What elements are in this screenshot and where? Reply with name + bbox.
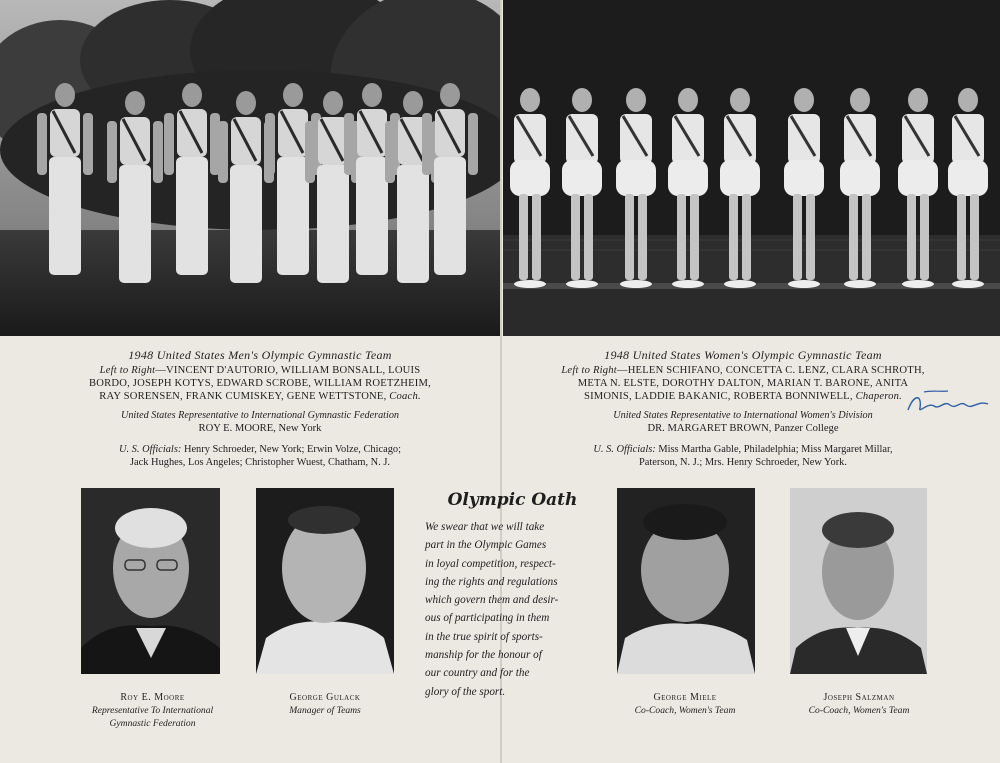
blue-ink-signature (904, 388, 994, 418)
mens-team-title: 1948 United States Men's Olympic Gymnastic Team (128, 348, 392, 362)
oath-line: part in the Olympic Games (425, 539, 547, 552)
portrait-joseph-salzman (790, 488, 927, 674)
womens-officials-line2: Paterson, N. J.; Mrs. Henry Schroeder, New York. (639, 457, 847, 468)
caption-george-miele (600, 691, 770, 717)
caption-roy-moore (60, 691, 245, 730)
olympic-oath (425, 490, 590, 701)
mens-list-coach: Coach. (389, 391, 421, 402)
oath-line: ous of participating in them (425, 612, 550, 625)
womens-officials-label: U. S. Officials: (593, 444, 656, 455)
mens-team-roster (65, 364, 455, 403)
womens-rep-name: DR. MARGARET BROWN, Panzer College (647, 423, 839, 434)
portrait-name: Roy E. Moore (120, 692, 185, 703)
womens-rep-title: United States Representative to International Women's Division (613, 410, 873, 421)
womens-list-chaperon: Chaperon. (855, 391, 902, 402)
portrait-george-miele (617, 488, 755, 674)
caption-george-gulack (240, 691, 410, 717)
womens-list-line2: META N. ELSTE, DOROTHY DALTON, MARIAN T. BARONE, ANITA (577, 378, 909, 389)
portrait-role: Representative To International (91, 705, 214, 716)
caption-joseph-salzman (774, 691, 944, 717)
oath-line: in loyal competition, respect- (425, 557, 556, 570)
oath-line: glory of the sport. (425, 685, 506, 698)
mens-list-line1: —VINCENT D'AUTORIO, WILLIAM BONSALL, LOUIS (155, 365, 421, 376)
womens-officials-line1: Miss Martha Gable, Philadelphia; Miss Margaret Millar, (658, 444, 893, 455)
oath-line: which govern them and desir- (425, 594, 559, 607)
portrait-role: Co-Coach, Women's Team (634, 705, 736, 716)
womens-list-prefix: Left to Right (561, 365, 617, 376)
womens-list-line3: SIMONIS, LADDIE BAKANIC, ROBERTA BONNIWELL, (583, 391, 853, 402)
portrait-name: Joseph Salzman (823, 692, 895, 703)
mens-officials-label: U. S. Officials: (118, 444, 182, 455)
mens-rep-title: United States Representative to International Gymnastic Federation (120, 410, 400, 421)
oath-line: We swear that we will take (425, 521, 545, 533)
oath-heading: Olympic Oath (447, 490, 578, 510)
oath-text (425, 518, 590, 701)
mens-officials-line2: Jack Hughes, Los Angeles; Christopher Wuest, Chatham, N. J. (130, 457, 390, 468)
portrait-role: Co-Coach, Women's Team (808, 705, 910, 716)
oath-line: ing the rights and regulations (425, 575, 558, 588)
mens-list-line3: RAY SORENSEN, FRANK CUMISKEY, GENE WETTSTONE, (99, 391, 387, 402)
mens-rep-name: ROY E. MOORE, New York (198, 423, 322, 434)
mens-team-caption (65, 349, 455, 469)
oath-line: our country and for the (425, 667, 530, 680)
womens-team-roster (538, 364, 948, 403)
womens-team-caption (538, 349, 948, 469)
portrait-name: George Miele (653, 692, 717, 703)
portrait-george-gulack (256, 488, 394, 674)
oath-line: in the true spirit of sports- (425, 630, 543, 643)
mens-officials (65, 443, 455, 469)
womens-team-title: 1948 United States Women's Olympic Gymnastic Team (604, 348, 882, 362)
womens-officials (538, 443, 948, 469)
mens-team-photo (0, 0, 500, 336)
womens-list-line1: —HELEN SCHIFANO, CONCETTA C. LENZ, CLARA SCHROTH, (616, 365, 925, 376)
portrait-name: George Gulack (289, 692, 361, 703)
portrait-role: Manager of Teams (289, 705, 361, 716)
autograph-signatures (510, 6, 990, 96)
portrait-roy-moore (81, 488, 220, 674)
mens-list-prefix: Left to Right (99, 365, 156, 376)
oath-line: manship for the honour of (425, 649, 542, 662)
mens-officials-line1: Henry Schroeder, New York; Erwin Volze, Chicago; (183, 444, 402, 455)
portrait-role-line2: Gymnastic Federation (109, 718, 196, 729)
mens-list-line2: BORDO, JOSEPH KOTYS, EDWARD SCROBE, WILLIAM ROETZHEIM, (89, 378, 431, 389)
